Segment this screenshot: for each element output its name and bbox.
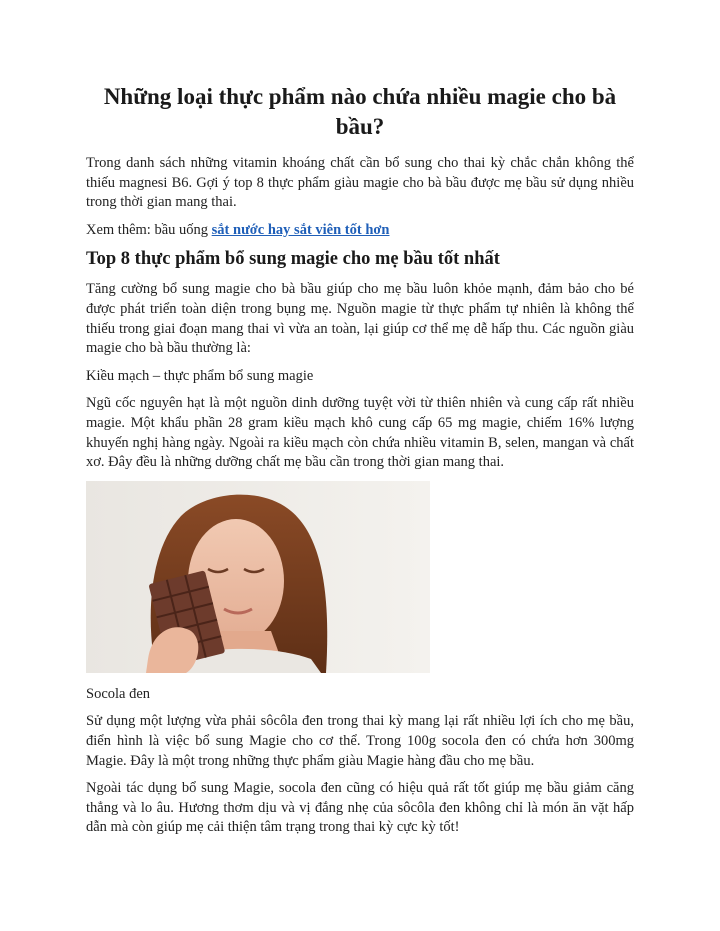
section-intro-paragraph: Tăng cường bổ sung magie cho bà bầu giúp cho mẹ bầu luôn khỏe mạnh, đảm bảo cho bé được phát triển toàn diện trong bụng mẹ. Nguồn magie từ thực phẩm tự nhiên là không thể thiếu trong giai đoạn mang thai vì vừa an toàn, lại giúp cơ thể mẹ dễ hấp thu. Các nguồn giàu magie cho bà bầu thường là: — [86, 281, 634, 357]
article — [86, 82, 634, 846]
see-also-link[interactable]: sắt nước hay sắt viên tốt hơn — [211, 221, 390, 238]
see-also-line — [86, 221, 634, 241]
intro-paragraph: Trong danh sách những vitamin khoáng chất cần bổ sung cho thai kỳ chắc chắn không thể thiếu magnesi B6. Gợi ý top 8 thực phẩm giàu magie cho bà bầu được mẹ bầu sử dụng nhiều trong thời gian mang thai. — [86, 155, 634, 211]
item-body-dark-chocolate-1: Sử dụng một lượng vừa phải sôcôla đen trong thai kỳ mang lại rất nhiều lợi ích cho mẹ bầu, điển hình là việc bổ sung Magie cho cơ thể. Trong 100g socola đen có chứa hơn 300mg Magie. Đây là một trong những thực phẩm giàu Magie hàng đầu cho mẹ bầu. — [86, 713, 634, 769]
page-title: Những loại thực phẩm nào chứa nhiều magie cho bà bầu? — [103, 84, 617, 139]
item-title-dark-chocolate: Socola đen — [86, 685, 151, 702]
item-body-dark-chocolate-2: Ngoài tác dụng bổ sung Magie, socola đen cũng có hiệu quả rất tốt giúp mẹ bầu giảm căng thẳng và lo âu. Hương thơm dịu và vị đắng nhẹ của sôcôla đen không chỉ là món ăn vặt hấp dẫn mà còn giúp mẹ cải thiện tâm trạng trong thai kỳ cực kỳ tốt! — [86, 780, 634, 836]
item-body-buckwheat: Ngũ cốc nguyên hạt là một nguồn dinh dưỡng tuyệt vời từ thiên nhiên và cung cấp rất nhiều magie. Một khẩu phần 28 gram kiều mạch khô cung cấp 65 mg magie, chiếm 16% lượng khuyến nghị hàng ngày. Ngoài ra kiều mạch còn chứa nhiều vitamin B, selen, mangan và chất xơ. Đây đều là những dưỡng chất mẹ bầu cần trong thời gian mang thai. — [86, 395, 634, 471]
woman-with-chocolate-photo — [86, 481, 430, 673]
section-heading: Top 8 thực phẩm bổ sung magie cho mẹ bầu tốt nhất — [86, 249, 500, 270]
item-title-buckwheat: Kiều mạch – thực phẩm bổ sung magie — [86, 367, 314, 384]
see-also-prefix: Xem thêm: bầu uống — [86, 221, 212, 238]
